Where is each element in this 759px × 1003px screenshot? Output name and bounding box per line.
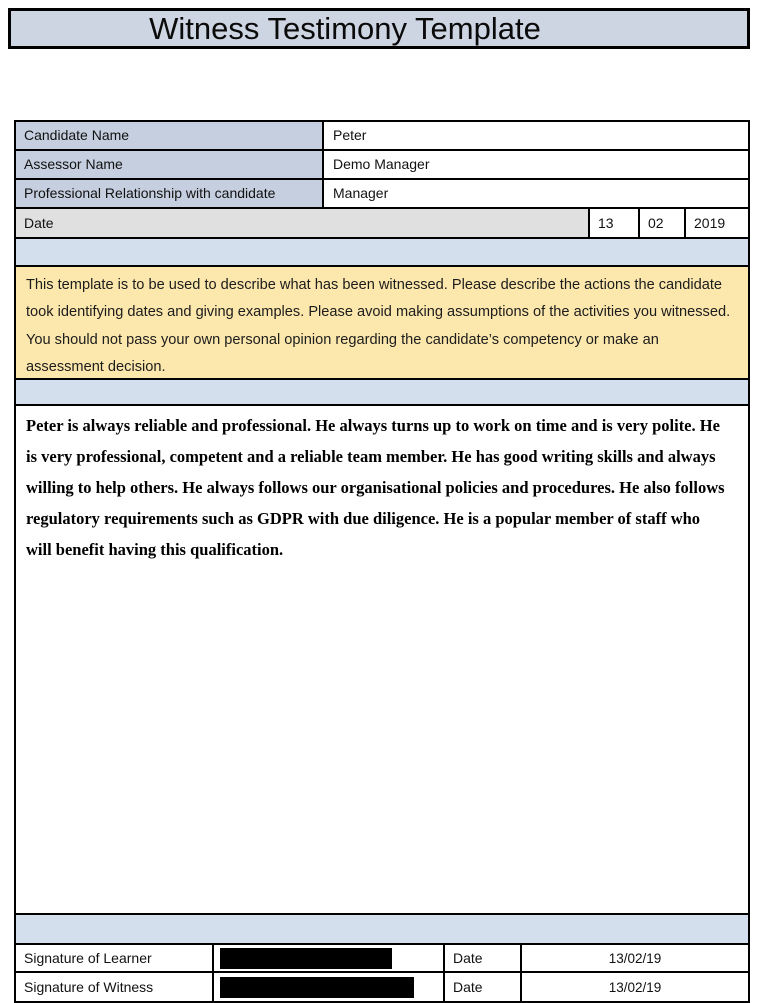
learner-redacted-signature <box>220 948 392 969</box>
learner-signature-area <box>214 945 445 971</box>
spacer-band-top <box>16 239 748 267</box>
document-title-bar <box>8 8 750 49</box>
date-day-value: 13 <box>588 209 638 237</box>
witness-signature-row <box>16 973 748 1001</box>
learner-signature-label: Signature of Learner <box>16 945 214 971</box>
witness-date-label: Date <box>445 973 522 1001</box>
date-year-value: 2019 <box>684 209 748 237</box>
witness-date-value: 13/02/19 <box>522 973 748 1001</box>
date-label: Date <box>16 209 588 237</box>
spacer-band-bottom <box>16 915 748 945</box>
professional-relationship-row <box>16 180 748 209</box>
learner-signature-row <box>16 945 748 973</box>
witness-redacted-signature <box>220 977 414 998</box>
witness-signature-area <box>214 973 445 1001</box>
candidate-name-label: Candidate Name <box>16 122 324 149</box>
document-title: Witness Testimony Template <box>149 10 541 46</box>
testimony-text: Peter is always reliable and professional. He always turns up to work on time and is very polite. He is very professional, competent and a reliable team member. He has good writing skills and always willing to help others. He always follows our organisational policies and procedures. He also follows regulatory requirements such as GDPR with due diligence. He is a popular member of staff who will benefit having this qualification. <box>26 415 725 559</box>
professional-relationship-value: Manager <box>324 180 748 207</box>
instructions-box <box>16 267 748 380</box>
witness-signature-label: Signature of Witness <box>16 973 214 1001</box>
instructions-text: This template is to be used to describe what has been witnessed. Please describe the actions the candidate took identifying dates and giving examples. Please avoid making assumptions of the activities you witnessed. You should not pass your own personal opinion regarding the candidate’s competency or make an assessment decision. <box>26 276 731 376</box>
professional-relationship-label: Professional Relationship with candidate <box>16 180 324 207</box>
assessor-name-label: Assessor Name <box>16 151 324 178</box>
testimony-box <box>16 406 748 915</box>
assessor-name-value: Demo Manager <box>324 151 748 178</box>
learner-date-label: Date <box>445 945 522 971</box>
candidate-name-row <box>16 122 748 151</box>
witness-testimony-form <box>14 120 750 1003</box>
learner-date-value: 13/02/19 <box>522 945 748 971</box>
date-row <box>16 209 748 239</box>
date-month-value: 02 <box>638 209 684 237</box>
candidate-name-value: Peter <box>324 122 748 149</box>
spacer-band-middle <box>16 380 748 406</box>
assessor-name-row <box>16 151 748 180</box>
